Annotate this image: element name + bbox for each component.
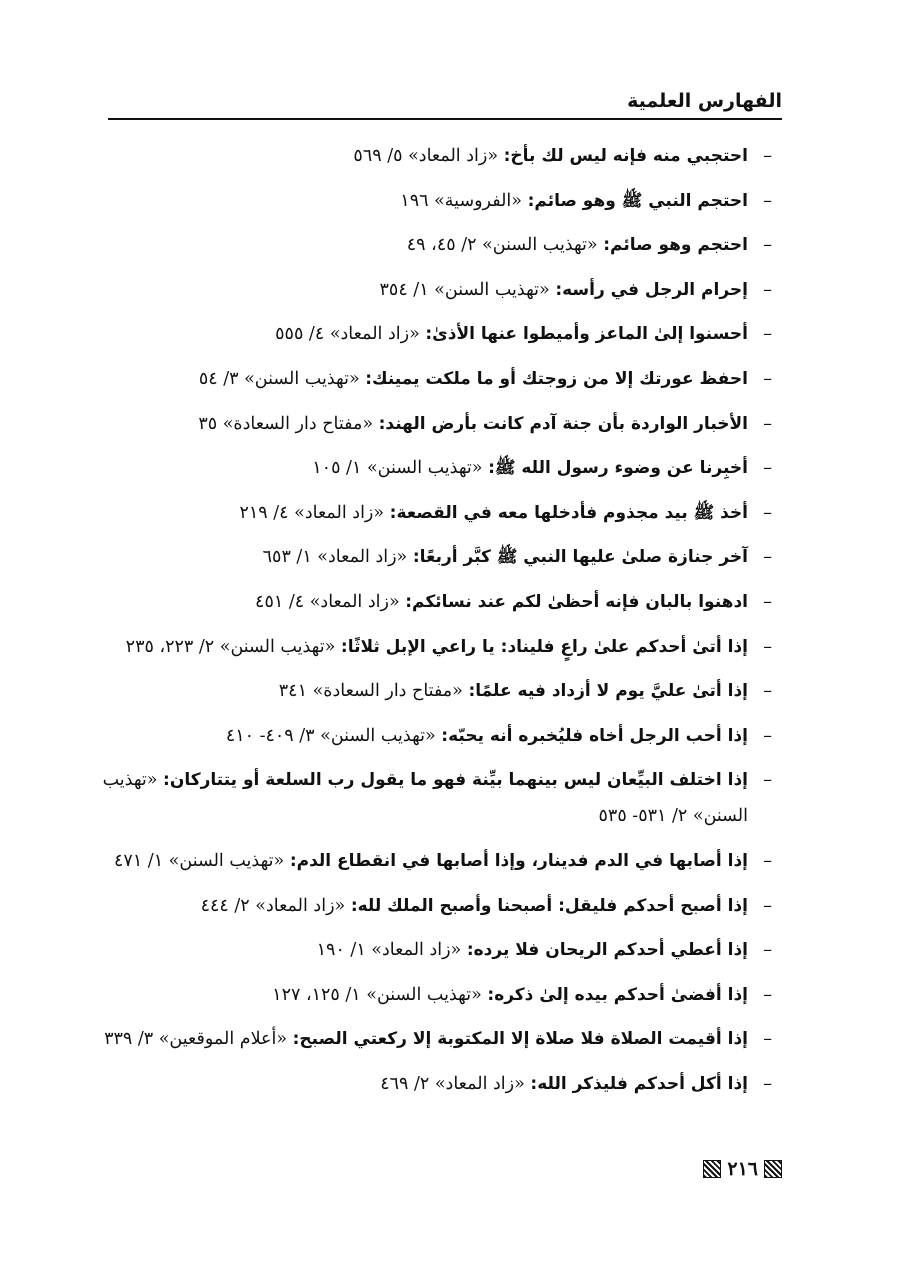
entry-hadith-text: إذا أفضىٰ أحدكم بيده إلىٰ ذكره: — [487, 984, 748, 1005]
entry-reference: ٢/ ٤٥، ٤٩ — [406, 235, 477, 256]
page-number: ٢١٦ — [727, 1158, 758, 1180]
entry-dash: – — [763, 1073, 772, 1094]
entry-source: «تهذيب السنن» — [219, 636, 336, 657]
ornament-right-icon — [764, 1160, 782, 1178]
entry-reference: ١/ ٤٧١ — [114, 850, 164, 871]
entry-dash: – — [763, 770, 772, 791]
entry-source: «تهذيب السنن» — [482, 235, 598, 256]
entry-reference: ٤/ ٥٥٥ — [275, 324, 325, 345]
index-entry — [100, 272, 780, 308]
entry-hadith-text: إذا اختلف البيِّعان ليس بينهما بيِّنة فهو ما يقول رب السلعة أو يتتاركان: — [163, 770, 748, 791]
entry-dash: – — [763, 636, 772, 657]
entry-hadith-text: أخبِرنا عن وضوء رسول الله ﷺ: — [488, 458, 748, 479]
entry-reference: ٢/ ٢٢٣، ٢٣٥ — [125, 636, 215, 657]
entry-dash: – — [763, 413, 772, 434]
entry-dash: – — [763, 146, 772, 166]
entry-source: «زاد المعاد» — [294, 502, 385, 523]
entry-source: «تهذيب السنن» — [366, 984, 482, 1005]
entry-reference: ١/ ١٠٥ — [312, 458, 362, 479]
entry-source: «أعلام الموقعين» — [158, 1029, 288, 1050]
entry-source: «تهذيب السنن» — [366, 458, 483, 479]
index-entry — [100, 450, 780, 486]
entry-dash: – — [763, 984, 772, 1005]
entry-reference: ٣/ ٤٠٩- ٤١٠ — [225, 725, 315, 746]
entry-source: «تهذيب السنن» — [244, 368, 360, 389]
entry-hadith-text: احتجم النبي ﷺ وهو صائم: — [527, 190, 748, 211]
entry-reference: ٤/ ٢١٩ — [239, 502, 289, 523]
index-entry — [100, 762, 780, 834]
entry-reference: ١/ ٦٥٣ — [262, 547, 312, 568]
entry-source: «زاد المعاد» — [317, 547, 408, 568]
entry-reference: ١/ ١٩٠ — [316, 940, 366, 961]
index-entry — [100, 888, 780, 924]
entry-hadith-text: إذا أقيمت الصلاة فلا صلاة إلا المكتوبة إلا ركعتي الصبح: — [292, 1029, 748, 1050]
entry-hadith-text: الأخبار الواردة بأن جنة آدم كانت بأرض الهند: — [378, 413, 748, 434]
entry-dash: – — [763, 940, 772, 961]
entry-hadith-text: إذا أكل أحدكم فليذكر الله: — [530, 1073, 748, 1094]
entry-source: «تهذيب السنن» — [320, 725, 436, 746]
index-entry — [100, 406, 780, 442]
entry-source: «تهذيب السنن» — [168, 850, 285, 871]
entry-source: «تهذيب السنن» — [434, 279, 550, 300]
entry-dash: – — [763, 502, 772, 523]
entry-hadith-text: إذا أتىٰ أحدكم علىٰ راعٍ فليناد: يا راعي الإبل ثلاثًا: — [340, 636, 748, 657]
index-entry — [100, 1021, 780, 1057]
entry-dash: – — [763, 458, 772, 479]
entry-reference: ٢/ ٤٤٤ — [200, 895, 250, 916]
entry-hadith-text: إذا أصبح أحدكم فليقل: أصبحنا وأصبح الملك لله: — [350, 895, 748, 916]
entry-hadith-text: إحرام الرجل في رأسه: — [555, 279, 748, 300]
entry-reference: ١٩٦ — [400, 190, 429, 211]
index-entry — [100, 361, 780, 397]
index-entry — [100, 227, 780, 263]
entry-dash: – — [763, 235, 772, 256]
entry-reference: ٢/ ٥٣١- ٥٣٥ — [598, 806, 688, 827]
header-title: الفهارس العلمية — [627, 90, 782, 112]
entry-source: «تهذيب السنن» — [102, 770, 748, 827]
entry-reference: ٥/ ٥٦٩ — [353, 146, 403, 166]
entry-reference: ١/ ١٢٥، ١٢٧ — [272, 984, 361, 1005]
entry-dash: – — [763, 681, 772, 702]
entry-dash: – — [763, 279, 772, 300]
entry-hadith-text: إذا أتىٰ عليَّ يوم لا أزداد فيه علمًا: — [468, 681, 748, 702]
entry-dash: – — [763, 368, 772, 389]
header-rule — [108, 118, 782, 120]
entry-dash: – — [763, 895, 772, 916]
index-entry — [100, 629, 780, 665]
entry-dash: – — [763, 725, 772, 746]
page-footer — [670, 1153, 782, 1185]
entry-hadith-text: احتجم وهو صائم: — [603, 235, 748, 256]
entry-hadith-text: إذا أعطي أحدكم الريحان فلا يرده: — [466, 940, 748, 961]
entry-hadith-text: إذا أصابها في الدم فدينار، وإذا أصابها في انقطاع الدم: — [289, 850, 748, 871]
index-entry — [100, 138, 780, 174]
index-entry — [100, 584, 780, 620]
index-entry — [100, 316, 780, 352]
index-entry — [100, 843, 780, 879]
entry-hadith-text: احفظ عورتك إلا من زوجتك أو ما ملكت يمينك: — [365, 368, 748, 389]
entry-reference: ٢/ ٤٦٩ — [380, 1073, 430, 1094]
entry-reference: ٤/ ٤٥١ — [255, 591, 305, 612]
entry-hadith-text: احتجبي منه فإنه ليس لك بأخ: — [503, 146, 748, 166]
entry-dash: – — [763, 1029, 772, 1050]
hadith-index-list — [100, 138, 780, 1110]
index-entry — [100, 673, 780, 709]
entry-source: «زاد المعاد» — [434, 1073, 525, 1094]
entry-dash: – — [763, 324, 772, 345]
entry-source: «زاد المعاد» — [408, 146, 499, 166]
entry-reference: ٣/ ٥٤ — [198, 368, 239, 389]
index-entry — [100, 495, 780, 531]
entry-source: «زاد المعاد» — [329, 324, 420, 345]
entry-source: «مفتاح دار السعادة» — [222, 413, 374, 434]
entry-dash: – — [763, 547, 772, 568]
running-header — [108, 86, 782, 120]
index-entry — [100, 932, 780, 968]
entry-reference: ١/ ٣٥٤ — [379, 279, 429, 300]
index-entry — [100, 1066, 780, 1102]
entry-reference: ٣/ ٣٣٩ — [104, 1029, 154, 1050]
entry-hadith-text: آخر جنازة صلىٰ عليها النبي ﷺ كبَّر أربعًا: — [412, 547, 748, 568]
entry-source: «زاد المعاد» — [371, 940, 462, 961]
index-entry — [100, 718, 780, 754]
entry-reference: ٣٥ — [198, 413, 218, 434]
entry-reference: ٣٤١ — [278, 681, 307, 702]
entry-source: «زاد المعاد» — [255, 895, 346, 916]
ornament-left-icon — [703, 1160, 721, 1178]
entry-hadith-text: أحسنوا إلىٰ الماعز وأميطوا عنها الأذىٰ: — [425, 324, 748, 345]
index-entry — [100, 183, 780, 219]
entry-hadith-text: أخذ ﷺ بيد مجذوم فأدخلها معه في القصعة: — [389, 502, 748, 523]
index-entry — [100, 977, 780, 1013]
entry-hadith-text: إذا أحب الرجل أخاه فليُخبره أنه يحبّه: — [441, 725, 748, 746]
index-entry — [100, 539, 780, 575]
entry-dash: – — [763, 850, 772, 871]
entry-source: «مفتاح دار السعادة» — [312, 681, 463, 702]
entry-dash: – — [763, 190, 772, 211]
entry-dash: – — [763, 591, 772, 612]
entry-hadith-text: ادهنوا بالبان فإنه أحظىٰ لكم عند نسائكم: — [405, 591, 748, 612]
entry-source: «زاد المعاد» — [309, 591, 400, 612]
entry-source: «الفروسية» — [434, 190, 522, 211]
